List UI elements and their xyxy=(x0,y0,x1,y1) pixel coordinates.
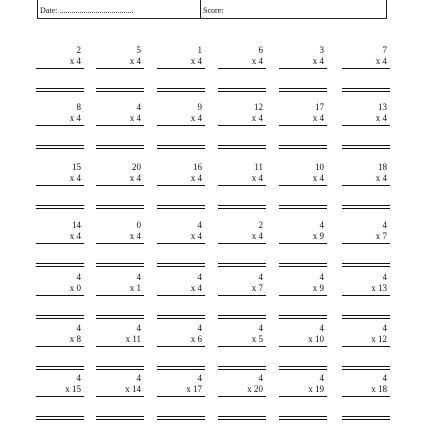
multiplicand: 4 xyxy=(258,323,263,333)
answer-line[interactable] xyxy=(36,205,84,206)
operation-line xyxy=(36,68,84,69)
multiplicand: 16 xyxy=(193,162,202,172)
multiplicand: 14 xyxy=(72,220,81,230)
operation-line xyxy=(279,396,327,397)
multiplicand: 4 xyxy=(319,373,324,383)
multiplier: x 20 xyxy=(247,384,263,394)
answer-underline xyxy=(342,318,390,319)
multiplicand: 7 xyxy=(382,45,387,55)
problem-cell xyxy=(30,102,84,154)
answer-line[interactable] xyxy=(218,145,266,146)
multiplicand: 4 xyxy=(382,323,387,333)
problem-cell xyxy=(90,45,144,97)
problem-cell xyxy=(90,162,144,214)
operation-line xyxy=(96,346,144,347)
operation-line xyxy=(279,243,327,244)
operation-line xyxy=(157,68,205,69)
multiplicand: 8 xyxy=(76,102,81,112)
multiplier: x 4 xyxy=(129,113,141,123)
answer-underline xyxy=(36,266,84,267)
answer-underline xyxy=(218,148,266,149)
problem-cell xyxy=(336,45,390,97)
multiplicand: 6 xyxy=(258,45,263,55)
answer-underline xyxy=(279,91,327,92)
multiplicand: 4 xyxy=(136,102,141,112)
operation-line xyxy=(36,243,84,244)
multiplicand: 15 xyxy=(72,162,81,172)
answer-underline xyxy=(218,91,266,92)
multiplicand: 4 xyxy=(136,373,141,383)
answer-underline xyxy=(218,266,266,267)
problem-cell xyxy=(30,323,84,375)
answer-underline xyxy=(279,148,327,149)
problem-cell xyxy=(336,272,390,324)
answer-line[interactable] xyxy=(218,88,266,89)
answer-underline xyxy=(36,208,84,209)
problem-cell xyxy=(273,272,327,324)
problem-cell xyxy=(151,162,205,214)
multiplier: x 4 xyxy=(251,231,263,241)
answer-line[interactable] xyxy=(36,366,84,367)
operation-line xyxy=(96,185,144,186)
operation-line xyxy=(218,243,266,244)
problem-cell xyxy=(273,162,327,214)
multiplicand: 4 xyxy=(382,220,387,230)
answer-line[interactable] xyxy=(342,205,390,206)
multiplier: x 0 xyxy=(69,283,81,293)
answer-line[interactable] xyxy=(36,88,84,89)
answer-underline xyxy=(342,148,390,149)
operation-line xyxy=(218,295,266,296)
operation-line xyxy=(279,68,327,69)
problem-cell xyxy=(212,373,266,425)
multiplier: x 4 xyxy=(129,56,141,66)
problem-cell xyxy=(212,323,266,375)
answer-underline xyxy=(96,148,144,149)
multiplier: x 10 xyxy=(308,334,324,344)
operation-line xyxy=(157,243,205,244)
problem-cell xyxy=(212,272,266,324)
answer-line[interactable] xyxy=(157,416,205,417)
multiplier: x 7 xyxy=(251,283,263,293)
multiplicand: 9 xyxy=(197,102,202,112)
operation-line xyxy=(279,346,327,347)
multiplier: x 6 xyxy=(190,334,202,344)
multiplicand: 20 xyxy=(132,162,141,172)
operation-line xyxy=(157,396,205,397)
answer-underline xyxy=(342,208,390,209)
problem-cell xyxy=(151,220,205,272)
operation-line xyxy=(157,295,205,296)
answer-underline xyxy=(279,369,327,370)
multiplicand: 4 xyxy=(197,323,202,333)
answer-line[interactable] xyxy=(342,366,390,367)
answer-line[interactable] xyxy=(96,145,144,146)
answer-line[interactable] xyxy=(96,416,144,417)
score-field: Score: xyxy=(203,6,224,15)
operation-line xyxy=(218,68,266,69)
answer-line[interactable] xyxy=(36,315,84,316)
operation-line xyxy=(36,346,84,347)
operation-line xyxy=(36,125,84,126)
multiplier: x 9 xyxy=(312,231,324,241)
answer-underline xyxy=(96,208,144,209)
answer-line[interactable] xyxy=(218,315,266,316)
problem-cell xyxy=(30,162,84,214)
multiplier: x 15 xyxy=(65,384,81,394)
multiplier: x 4 xyxy=(190,231,202,241)
operation-line xyxy=(342,396,390,397)
multiplicand: 11 xyxy=(254,162,263,172)
operation-line xyxy=(36,185,84,186)
operation-line xyxy=(36,295,84,296)
multiplier: x 14 xyxy=(125,384,141,394)
answer-line[interactable] xyxy=(157,366,205,367)
problem-cell xyxy=(273,323,327,375)
answer-underline xyxy=(157,318,205,319)
answer-line[interactable] xyxy=(36,263,84,264)
operation-line xyxy=(96,295,144,296)
answer-line[interactable] xyxy=(157,205,205,206)
answer-line[interactable] xyxy=(96,315,144,316)
multiplier: x 5 xyxy=(251,334,263,344)
multiplier: x 4 xyxy=(312,56,324,66)
answer-line[interactable] xyxy=(36,416,84,417)
multiplier: x 4 xyxy=(69,173,81,183)
multiplier: x 4 xyxy=(190,113,202,123)
multiplicand: 4 xyxy=(382,272,387,282)
multiplicand: 1 xyxy=(197,45,202,55)
multiplicand: 17 xyxy=(315,102,324,112)
problem-cell xyxy=(90,102,144,154)
problem-cell xyxy=(273,373,327,425)
operation-line xyxy=(157,346,205,347)
multiplicand: 4 xyxy=(258,272,263,282)
answer-underline xyxy=(218,369,266,370)
operation-line xyxy=(96,125,144,126)
multiplier: x 4 xyxy=(69,56,81,66)
answer-line[interactable] xyxy=(342,315,390,316)
multiplier: x 11 xyxy=(125,334,141,344)
answer-underline xyxy=(218,208,266,209)
answer-line[interactable] xyxy=(218,366,266,367)
multiplicand: 5 xyxy=(136,45,141,55)
problem-cell xyxy=(30,272,84,324)
answer-line[interactable] xyxy=(279,416,327,417)
answer-line[interactable] xyxy=(342,416,390,417)
multiplicand: 4 xyxy=(76,272,81,282)
multiplicand: 18 xyxy=(378,162,387,172)
multiplier: x 1 xyxy=(129,283,141,293)
answer-line[interactable] xyxy=(342,263,390,264)
problem-cell xyxy=(151,323,205,375)
date-field: Date: ..................................... xyxy=(40,6,134,15)
operation-line xyxy=(218,346,266,347)
problem-cell xyxy=(336,102,390,154)
problem-cell xyxy=(212,102,266,154)
multiplier: x 4 xyxy=(190,283,202,293)
operation-line xyxy=(279,185,327,186)
multiplicand: 0 xyxy=(136,220,141,230)
answer-underline xyxy=(279,318,327,319)
multiplicand: 4 xyxy=(76,323,81,333)
operation-line xyxy=(96,396,144,397)
problem-cell xyxy=(151,45,205,97)
answer-line[interactable] xyxy=(279,263,327,264)
multiplicand: 2 xyxy=(258,220,263,230)
answer-line[interactable] xyxy=(279,315,327,316)
problem-cell xyxy=(336,373,390,425)
problem-cell xyxy=(336,220,390,272)
problem-cell xyxy=(212,45,266,97)
multiplicand: 10 xyxy=(315,162,324,172)
answer-underline xyxy=(157,369,205,370)
answer-line[interactable] xyxy=(279,366,327,367)
answer-line[interactable] xyxy=(96,263,144,264)
answer-line[interactable] xyxy=(218,416,266,417)
problem-cell xyxy=(90,323,144,375)
problem-cell xyxy=(151,102,205,154)
answer-underline xyxy=(96,91,144,92)
problem-cell xyxy=(336,162,390,214)
multiplier: x 4 xyxy=(129,173,141,183)
operation-line xyxy=(218,185,266,186)
answer-underline xyxy=(218,318,266,319)
answer-line[interactable] xyxy=(218,205,266,206)
answer-underline xyxy=(342,266,390,267)
answer-line[interactable] xyxy=(157,145,205,146)
problem-cell xyxy=(273,45,327,97)
operation-line xyxy=(279,295,327,296)
multiplier: x 4 xyxy=(190,56,202,66)
multiplicand: 4 xyxy=(319,323,324,333)
operation-line xyxy=(36,396,84,397)
multiplier: x 4 xyxy=(69,231,81,241)
operation-line xyxy=(96,243,144,244)
multiplicand: 4 xyxy=(319,272,324,282)
answer-line[interactable] xyxy=(36,145,84,146)
operation-line xyxy=(218,125,266,126)
multiplier: x 7 xyxy=(375,231,387,241)
multiplier: x 19 xyxy=(308,384,324,394)
answer-underline xyxy=(279,208,327,209)
multiplier: x 4 xyxy=(190,173,202,183)
multiplier: x 4 xyxy=(251,173,263,183)
answer-underline xyxy=(342,91,390,92)
multiplicand: 4 xyxy=(258,373,263,383)
answer-underline xyxy=(157,148,205,149)
operation-line xyxy=(342,125,390,126)
multiplier: x 4 xyxy=(129,231,141,241)
multiplicand: 4 xyxy=(136,272,141,282)
answer-line[interactable] xyxy=(96,366,144,367)
multiplier: x 13 xyxy=(371,283,387,293)
problem-cell xyxy=(273,220,327,272)
answer-line[interactable] xyxy=(96,205,144,206)
multiplicand: 4 xyxy=(197,373,202,383)
problem-cell xyxy=(273,102,327,154)
problem-cell xyxy=(212,162,266,214)
operation-line xyxy=(157,125,205,126)
multiplicand: 4 xyxy=(319,220,324,230)
problem-cell xyxy=(212,220,266,272)
multiplicand: 4 xyxy=(197,272,202,282)
answer-line[interactable] xyxy=(96,88,144,89)
answer-line[interactable] xyxy=(279,205,327,206)
answer-line[interactable] xyxy=(157,263,205,264)
multiplicand: 2 xyxy=(76,45,81,55)
problem-cell xyxy=(151,373,205,425)
problem-cell xyxy=(90,272,144,324)
multiplicand: 3 xyxy=(319,45,324,55)
answer-underline xyxy=(36,369,84,370)
multiplier: x 17 xyxy=(186,384,202,394)
multiplicand: 4 xyxy=(136,323,141,333)
answer-underline xyxy=(157,266,205,267)
operation-line xyxy=(342,68,390,69)
answer-line[interactable] xyxy=(218,263,266,264)
multiplier: x 8 xyxy=(69,334,81,344)
problem-cell xyxy=(90,373,144,425)
problem-cell xyxy=(90,220,144,272)
answer-line[interactable] xyxy=(342,145,390,146)
answer-underline xyxy=(96,318,144,319)
multiplier: x 9 xyxy=(312,283,324,293)
multiplier: x 4 xyxy=(251,113,263,123)
multiplicand: 13 xyxy=(378,102,387,112)
answer-line[interactable] xyxy=(279,88,327,89)
multiplier: x 12 xyxy=(371,334,387,344)
multiplier: x 4 xyxy=(251,56,263,66)
multiplier: x 4 xyxy=(375,56,387,66)
problem-cell xyxy=(30,45,84,97)
problem-cell xyxy=(30,373,84,425)
problem-cell xyxy=(151,272,205,324)
answer-underline xyxy=(36,318,84,319)
multiplier: x 4 xyxy=(375,113,387,123)
multiplier: x 18 xyxy=(371,384,387,394)
answer-underline xyxy=(157,91,205,92)
answer-line[interactable] xyxy=(342,88,390,89)
answer-underline xyxy=(342,369,390,370)
multiplier: x 4 xyxy=(375,173,387,183)
answer-underline xyxy=(157,208,205,209)
answer-underline xyxy=(36,91,84,92)
multiplier: x 4 xyxy=(69,113,81,123)
multiplicand: 4 xyxy=(197,220,202,230)
operation-line xyxy=(342,185,390,186)
multiplicand: 4 xyxy=(76,373,81,383)
problem-cell xyxy=(336,323,390,375)
answer-underline xyxy=(96,266,144,267)
multiplicand: 12 xyxy=(254,102,263,112)
multiplier: x 4 xyxy=(312,113,324,123)
answer-line[interactable] xyxy=(157,88,205,89)
answer-underline xyxy=(279,266,327,267)
answer-underline xyxy=(36,148,84,149)
operation-line xyxy=(218,396,266,397)
operation-line xyxy=(342,346,390,347)
answer-line[interactable] xyxy=(279,145,327,146)
answer-underline xyxy=(96,369,144,370)
multiplicand: 4 xyxy=(382,373,387,383)
multiplier: x 4 xyxy=(312,173,324,183)
operation-line xyxy=(96,68,144,69)
answer-line[interactable] xyxy=(157,315,205,316)
operation-line xyxy=(279,125,327,126)
operation-line xyxy=(342,243,390,244)
operation-line xyxy=(157,185,205,186)
operation-line xyxy=(342,295,390,296)
problem-cell xyxy=(30,220,84,272)
